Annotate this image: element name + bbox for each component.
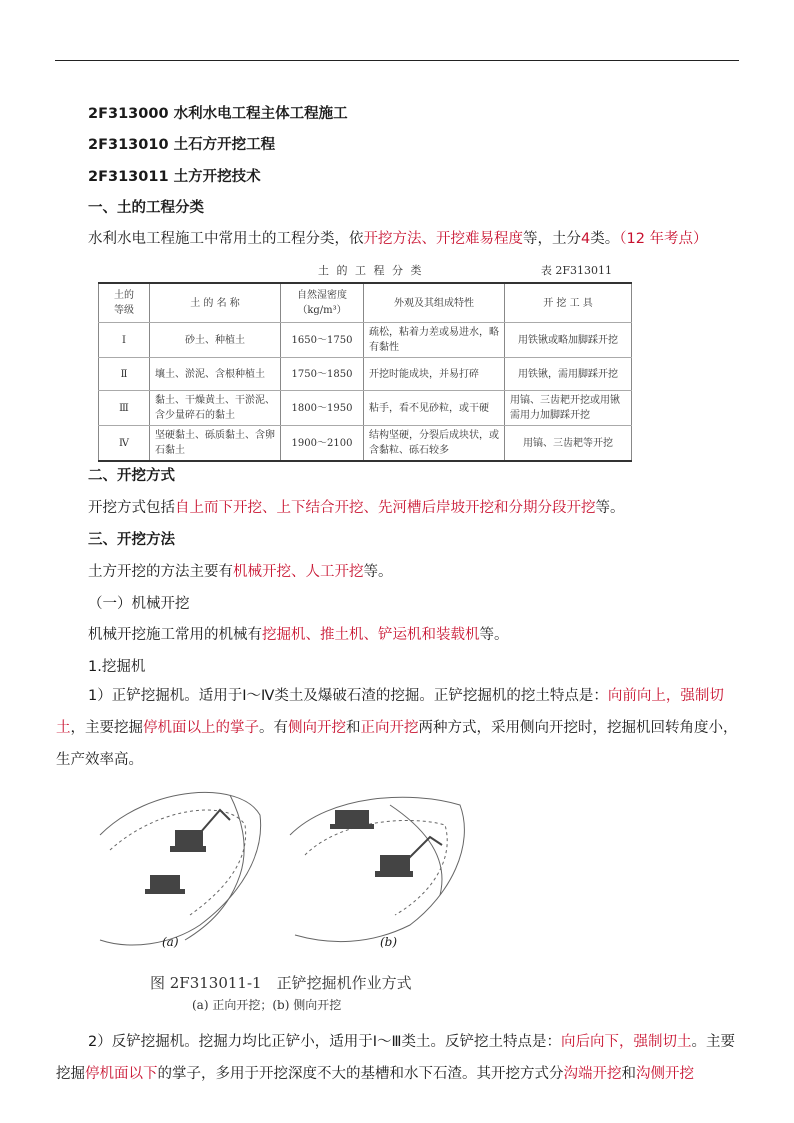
- highlight: 向后向下，强制切土: [561, 1034, 692, 1050]
- cell: 砂土、种植土: [150, 323, 281, 358]
- header-rule: [55, 60, 739, 61]
- highlight: 侧向开挖: [288, 720, 346, 736]
- highlight: 自上而下开挖、上下结合开挖、先河槽后岸坡开挖和分期分段开挖: [175, 500, 596, 516]
- cell: 用镐、三齿耙等开挖: [505, 426, 632, 462]
- table-title: 土 的 工 程 分 类: [318, 264, 424, 277]
- figure-front-shovel: [90, 775, 510, 1015]
- text: 水利水电工程施工中常用土的工程分类，依: [88, 231, 364, 247]
- paragraph-front-shovel: [56, 680, 740, 776]
- table-row: [99, 323, 632, 358]
- highlight: 正向开挖: [360, 720, 419, 736]
- cell: 疏松，粘着力差或易进水，略有黏性: [364, 323, 505, 358]
- highlight: 向前向上，强制切土: [56, 688, 724, 736]
- text: 2）反铲挖掘机。挖掘力均比正铲小，适用于Ⅰ～Ⅲ类土。反铲挖土特点是：: [88, 1034, 561, 1050]
- table-caption: [98, 260, 632, 278]
- excavator-illustration: [90, 775, 510, 965]
- paragraph-backhoe: [56, 1026, 740, 1090]
- heading-subsection: 2F313011 土方开挖技术: [88, 169, 261, 185]
- figure-label-a: (a): [162, 935, 179, 949]
- cell: 1650～1750: [281, 323, 364, 358]
- table-header-row: [99, 283, 632, 323]
- cell: 1750～1850: [281, 358, 364, 391]
- figure-caption: 图 2F313011-1 正铲挖掘机作业方式: [150, 974, 412, 992]
- heading-chapter: 2F313000 水利水电工程主体工程施工: [88, 106, 348, 122]
- table-number: 表 2F313011: [540, 264, 612, 277]
- highlight: 停机面以上的掌子: [143, 720, 259, 736]
- heading-excavation-mode: 二、开挖方式: [88, 468, 175, 484]
- cell: 结构坚硬，分裂后成块状，或含黏粒、砾石较多: [364, 426, 505, 462]
- cell: Ⅳ: [99, 426, 150, 462]
- cell: 用铁锹或略加脚踩开挖: [505, 323, 632, 358]
- text: 土方开挖的方法主要有: [88, 564, 233, 580]
- highlight: 4: [581, 231, 591, 247]
- text: 开挖方式包括: [88, 500, 175, 516]
- paragraph-soil-classes: [88, 229, 708, 249]
- highlight: 挖掘机、推土机、铲运机和装载机: [262, 627, 480, 643]
- heading-section: 2F313010 土石方开挖工程: [88, 137, 276, 153]
- subheading-mechanical: （一）机械开挖: [88, 596, 190, 612]
- text: 两种方式，采用侧向开挖时，挖掘机回转角度小，生产效率高。: [56, 720, 738, 768]
- text: 等，土分: [523, 231, 581, 247]
- cell: Ⅲ: [99, 391, 150, 426]
- text: 的掌子，多用于开挖深度不大的基槽和水下石渣。其开挖方式分: [157, 1066, 564, 1082]
- text: 和: [621, 1066, 636, 1082]
- text: 和: [346, 720, 361, 736]
- paragraph-excavation-mode: [88, 498, 625, 518]
- text: 。主要挖掘: [56, 1034, 735, 1082]
- column-header: 自然湿密度 （kg/m³）: [281, 283, 364, 323]
- column-header: 开 挖 工 具: [505, 283, 632, 323]
- cell: 壤土、淤泥、含根种植土: [150, 358, 281, 391]
- cell: 1800～1950: [281, 391, 364, 426]
- highlight: 停机面以下: [85, 1066, 158, 1082]
- table-row: [99, 358, 632, 391]
- cell: 1900～2100: [281, 426, 364, 462]
- cell: Ⅰ: [99, 323, 150, 358]
- heading-soil-classification: 一、土的工程分类: [88, 200, 204, 216]
- column-header: 土的 等级: [99, 283, 150, 323]
- cell: 用铁锹，需用脚踩开挖: [505, 358, 632, 391]
- column-header: 外观及其组成特性: [364, 283, 505, 323]
- cell: 坚硬黏土、砾质黏土、含卵石黏土: [150, 426, 281, 462]
- item-excavator: 1.挖掘机: [88, 659, 146, 675]
- text: 等。: [363, 564, 393, 580]
- cell: 黏土、干燥黄土、干淤泥、含少量碎石的黏土: [150, 391, 281, 426]
- highlight: 沟侧开挖: [636, 1066, 694, 1082]
- exam-note: （12 年考点）: [619, 231, 708, 247]
- text: 。有: [259, 720, 288, 736]
- cell: 开挖时能成块，并易打碎: [364, 358, 505, 391]
- heading-excavation-method: 三、开挖方法: [88, 532, 175, 548]
- paragraph-machines: [88, 625, 509, 645]
- paragraph-excavation-method: [88, 562, 393, 582]
- column-header: 土 的 名 称: [150, 283, 281, 323]
- cell: 用镐、三齿耙开挖或用锹需用力加脚踩开挖: [505, 391, 632, 426]
- highlight: 沟端开挖: [563, 1066, 622, 1082]
- cell: 粘手，看不见砂粒，或干硬: [364, 391, 505, 426]
- table-row: [99, 426, 632, 462]
- text: 机械开挖施工常用的机械有: [88, 627, 262, 643]
- text: ，主要挖掘: [70, 720, 143, 736]
- text: 等。: [595, 500, 625, 516]
- text: 1）正铲挖掘机。适用于Ⅰ～Ⅳ类土及爆破石渣的挖掘。正铲挖掘机的挖土特点是：: [88, 688, 608, 704]
- figure-label-b: (b): [380, 935, 398, 949]
- cell: Ⅱ: [99, 358, 150, 391]
- highlight: 机械开挖、人工开挖: [233, 564, 364, 580]
- soil-classification-table: [98, 282, 632, 462]
- highlight: 开挖方法、开挖难易程度: [363, 231, 523, 247]
- table-row: [99, 391, 632, 426]
- text: 类。: [590, 231, 620, 247]
- text: 等。: [479, 627, 509, 643]
- figure-subcaption: (a) 正向开挖；(b) 侧向开挖: [192, 998, 342, 1012]
